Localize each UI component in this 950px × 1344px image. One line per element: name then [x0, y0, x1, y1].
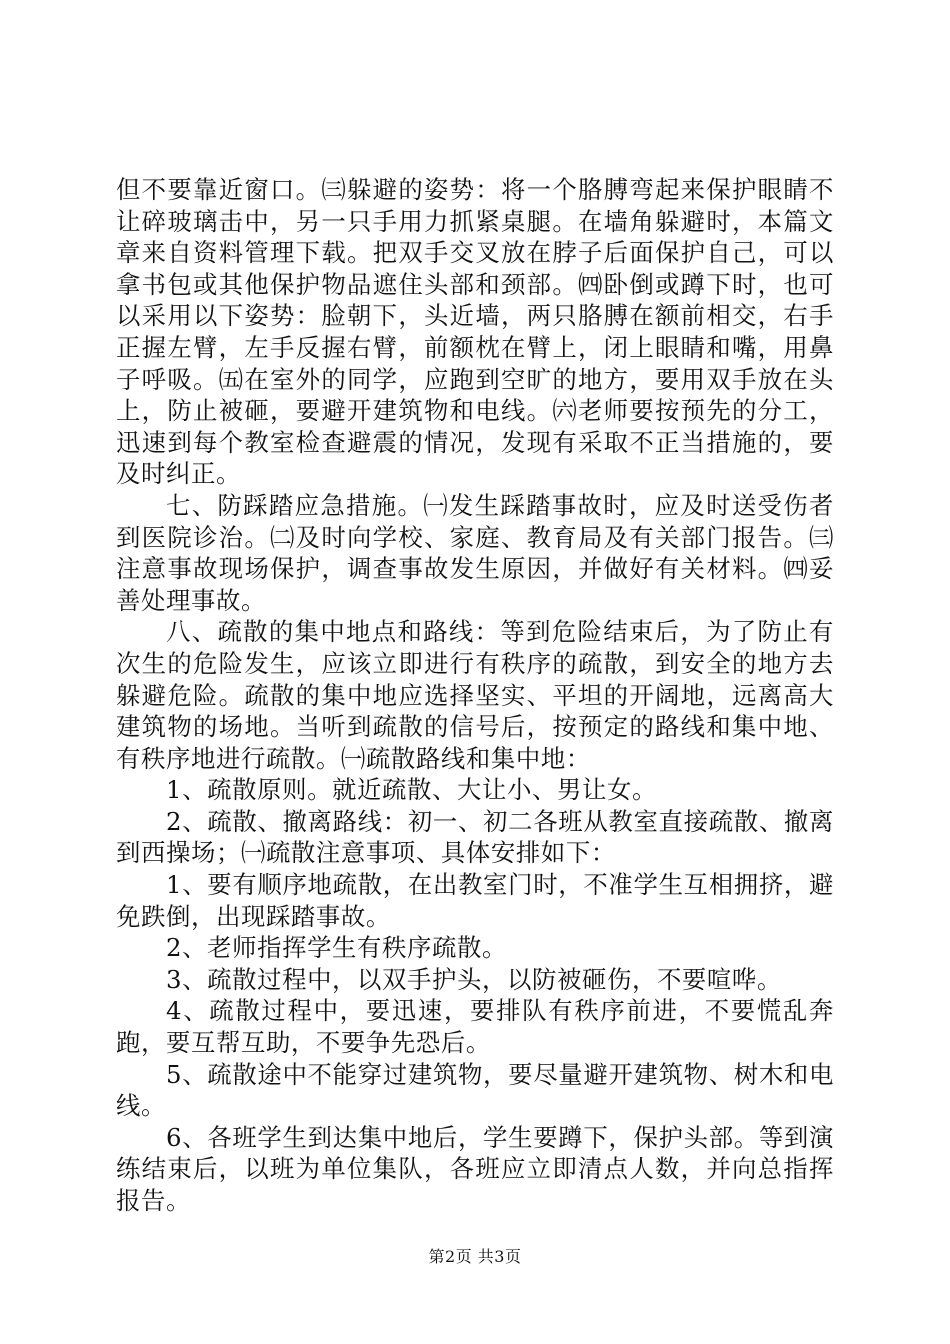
paragraph: 2、老师指挥学生有秩序疏散。 [166, 933, 507, 963]
paragraph: 1、要有顺序地疏散，在出教室门时，不准学生互相拥挤，避免跌倒，出现踩踏事故。 [116, 870, 834, 931]
paragraph: 4、疏散过程中，要迅速，要排队有秩序前进，不要慌乱奔跑，要互帮互助，不要争先恐后。 [116, 996, 834, 1058]
paragraph: 1、疏散原则。就近疏散、大让小、男让女。 [166, 775, 657, 805]
paragraph: 2、疏散、撤离路线：初一、初二各班从教室直接疏散、撤离到西操场；㈠疏散注意事项、具体安排如下： [116, 806, 834, 868]
paragraph: 3、疏散过程中，以双手护头，以防被砸伤，不要喧哗。 [166, 964, 782, 994]
paragraph: 八、疏散的集中地点和路线：等到危险结束后，为了防止有次生的危险发生，应该立即进行有秩序的疏散，到安全的地方去躲避危险。疏散的集中地应选择坚实、平坦的开阔地，远离高大建筑物的场地。当听到疏散的信号后，按预定的路线和集中地、有秩序地进行疏散。㈠疏散路线和集中地： [116, 617, 834, 773]
paragraph: 6、各班学生到达集中地后，学生要蹲下，保护头部。等到演练结束后，以班为单位集队，各班应立即清点人数，并向总指挥报告。 [116, 1122, 834, 1215]
document-body [116, 174, 834, 1217]
paragraph: 但不要靠近窗口。㈢躲避的姿势：将一个胳膊弯起来保护眼睛不让碎玻璃击中，另一只手用力抓紧桌腿。在墙角躲避时，本篇文章来自资料管理下载。把双手交叉放在脖子后面保护自己，可以拿书包或其他保护物品遮住头部和颈部。㈣卧倒或蹲下时，也可以采用以下姿势：脸朝下，头近墙，两只胳膊在额前相交，右手正握左臂，左手反握右臂，前额枕在臂上，闭上眼睛和嘴，用鼻子呼吸。㈤在室外的同学，应跑到空旷的地方，要用双手放在头上，防止被砸，要避开建筑物和电线。㈥老师要按预先的分工，迅速到每个教室检查避震的情况，发现有采取不正当措施的，要及时纠正。 [116, 175, 834, 489]
page-footer: 第2页 共3页 [428, 1247, 522, 1266]
paragraph: 七、防踩踏应急措施。㈠发生踩踏事故时，应及时送受伤者到医院诊治。㈡及时向学校、家庭、教育局及有关部门报告。㈢注意事故现场保护，调查事故发生原因，并做好有关材料。㈣妥善处理事故。 [116, 490, 834, 615]
paragraph: 5、疏散途中不能穿过建筑物，要尽量避开建筑物、树木和电线。 [116, 1059, 834, 1121]
